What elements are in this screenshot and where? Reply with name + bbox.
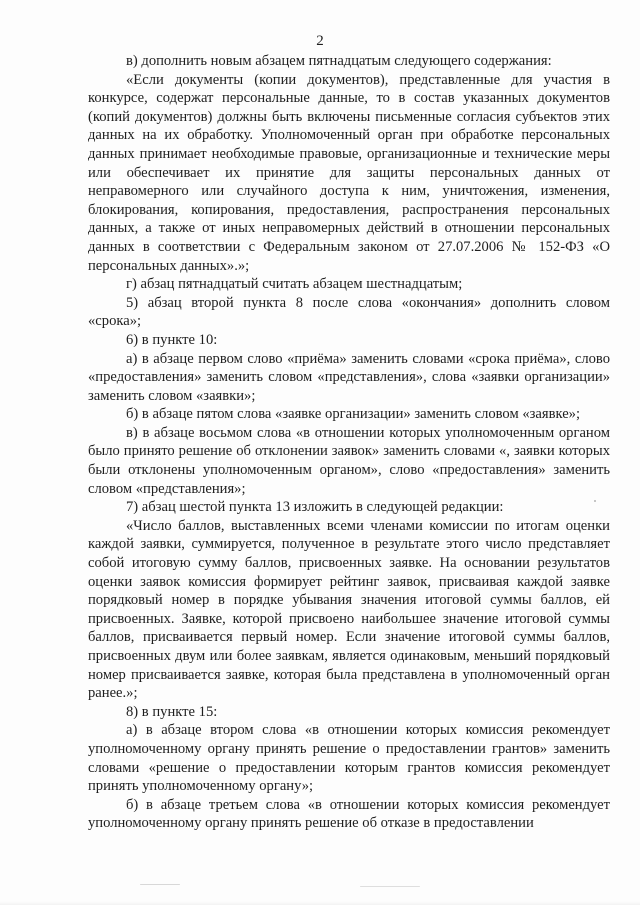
paragraph-amendment-g: г) абзац пятнадцатый считать абзацем шестнадцатым; (126, 276, 463, 293)
paragraph-item-7: 7) абзац шестой пункта 13 изложить в следующей редакции: (126, 499, 504, 516)
paragraph-item-5: 5) абзац второй пункта 8 после слова «окончания» дополнить словом «срока»; (88, 294, 610, 330)
scan-edge (0, 901, 640, 905)
page-number: 2 (316, 33, 324, 49)
scan-speck (140, 884, 180, 885)
scan-speck (360, 886, 420, 887)
paragraph-item-6-b: б) в абзаце пятом слова «заявке организации» заменить словом «заявке»; (126, 406, 581, 423)
paragraph-item-8-b: б) в абзаце третьем слова «в отношении которых комиссия рекомендует уполномоченному органу принять решение об отказе в предоставлении (88, 796, 610, 832)
paragraph-personal-data-quote: «Если документы (копии документов), представленные для участия в конкурсе, содержат персональные данные, то в состав указанных документов (копий документов) должны быть включены письменные согласия субъектов этих данных на их обработку. Уполномоченный орган при обработке персональных данных принимает необходимые правовые, организационные и технические меры или обеспечивает их принятие для защиты персональных данных от неправомерного или случайного доступа к ним, уничтожения, изменения, блокирования, копирования, предоставления, распространения персональных данных, а также от иных неправомерных действий в отношении персональных данных в соответствии с Федеральным законом от 27.07.2006 № 152-ФЗ «О персональных данных».»; (88, 71, 610, 274)
paragraph-scoring-quote: «Число баллов, выставленных всеми членами комиссии по итогам оценки каждой заявки, суммируется, полученное в результате этого число представляет собой итоговую сумму баллов, присвоенных заявке. На основании результатов оценки заявок комиссия формирует рейтинг заявок, присваивая каждой заявке порядковый номер в порядке убывания значения итоговой суммы баллов, ей присвоенных. Заявке, которой присвоено наибольшее значение итоговой суммы баллов, присваивается первый номер. Если значение итоговой суммы баллов, присвоенных двум или более заявкам, является одинаковым, меньший порядковый номер присваивается заявке, которая была представлена в уполномоченный орган ранее.»; (88, 517, 610, 702)
paragraph-amendment-v: в) дополнить новым абзацем пятнадцатым следующего содержания: (126, 53, 552, 69)
paragraph-item-6: 6) в пункте 10: (126, 331, 218, 348)
scan-speck (594, 500, 596, 502)
paragraph-item-8: 8) в пункте 15: (126, 703, 218, 720)
paragraph-item-6-v: в) в абзаце восьмом слова «в отношении которых уполномоченным органом было принято решение об отклонении заявок» заменить словами «, заявки которых были отклонены уполномоченным органом», слово «предоставления» заменить словом «представления»; (88, 424, 610, 497)
paragraph-item-8-a: а) в абзаце втором слова «в отношении которых комиссия рекомендует уполномоченному органу принять решение о предоставлении грантов» заменить словами «решение о предоставлении которым грантов комиссия рекомендует принять уполномоченному органу»; (88, 722, 610, 795)
paragraph-item-6-a: а) в абзаце первом слово «приёма» заменить словами «срока приёма», слово «предоставления» заменить словом «представления», слова «заявки организации» заменить словом «заявки»; (88, 350, 610, 404)
document-body (88, 52, 610, 833)
